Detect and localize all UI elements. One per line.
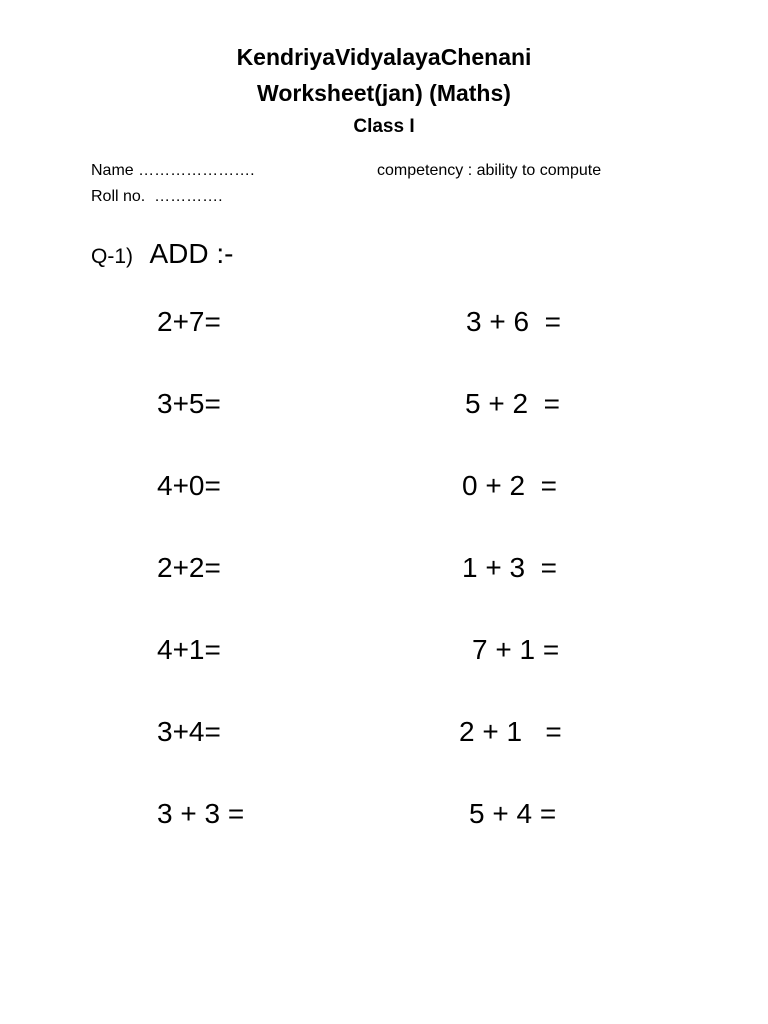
problem-right-3: 0 + 2 = — [462, 470, 557, 501]
problem-left-7: 3 + 3 = — [157, 798, 245, 829]
problem-right-6: 2 + 1 = — [459, 716, 562, 747]
name-field: Name …………………. — [91, 162, 255, 179]
problem-right-7: 5 + 4 = — [469, 798, 557, 829]
problem-right-5: 7 + 1 = — [472, 634, 560, 665]
competency-label: competency : ability to compute — [377, 162, 602, 179]
problem-left-3: 4+0= — [157, 470, 221, 501]
worksheet-title: Worksheet(jan) (Maths) — [257, 80, 511, 106]
class-label: Class I — [353, 116, 415, 137]
problem-right-1: 3 + 6 = — [466, 306, 561, 337]
school-name: KendriyaVidyalayaChenani — [236, 44, 532, 70]
problem-left-2: 3+5= — [157, 388, 221, 419]
problem-left-5: 4+1= — [157, 634, 221, 665]
problem-left-6: 3+4= — [157, 716, 221, 747]
problem-left-4: 2+2= — [157, 552, 221, 583]
problem-right-2: 5 + 2 = — [465, 388, 560, 419]
roll-number-field: Roll no. …………. — [91, 188, 223, 205]
question-number: Q-1) — [91, 245, 133, 268]
problem-right-4: 1 + 3 = — [462, 552, 557, 583]
problem-left-1: 2+7= — [157, 306, 221, 337]
question-title: ADD :- — [149, 238, 234, 269]
